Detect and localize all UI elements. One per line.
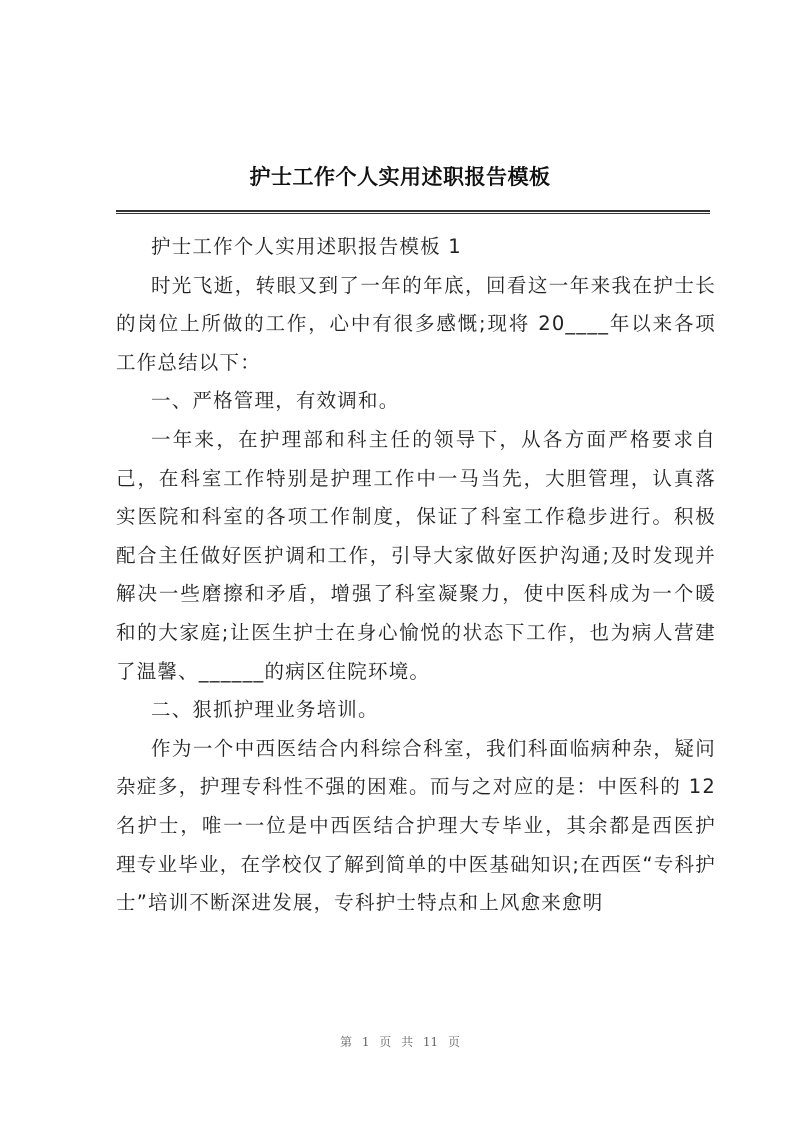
document-body (116, 228, 716, 923)
paragraph-subtitle: 护士工作个人实用述职报告模板 1 (151, 235, 462, 258)
paragraph-intro: 时光飞逝，转眼又到了一年的年底，回看这一年来我在护士长的岗位上所做的工作，心中有很多感慨;现将 20____年以来各项工作总结以下： (116, 273, 716, 374)
paragraph-section-1: 一年来，在护理部和科主任的领导下，从各方面严格要求自己，在科室工作特别是护理工作中一马当先，大胆管理，认真落实医院和科室的各项工作制度，保证了科室工作稳步进行。积极配合主任做好医护调和工作，引导大家做好医护沟通;及时发现并解决一些磨擦和矛盾，增强了科室凝聚力，使中医科成为一个暖和的大家庭;让医生护士在身心愉悦的状态下工作，也为病人营建了温馨、______的病区住院环境。 (116, 427, 716, 683)
page-footer: 第 1 页 共 11 页 (340, 1035, 460, 1049)
section-heading-2: 二、狠抓护理业务培训。 (151, 698, 379, 722)
title-divider (116, 210, 710, 214)
paragraph-section-2: 作为一个中西医结合内科综合科室，我们科面临病种杂，疑问杂症多，护理专科性不强的困难。而与之对应的是：中医科的 12 名护士，唯一一位是中西医结合护理大专毕业，其余都是西医护理专业毕业，在学校仅了解到简单的中医基础知识;在西医“专科护士”培训不断深进发展，专科护士特点和上风愈来愈明 (116, 736, 716, 915)
section-heading-1: 一、严格管理，有效调和。 (151, 389, 400, 413)
document-title: 护士工作个人实用述职报告模板 (249, 164, 551, 189)
